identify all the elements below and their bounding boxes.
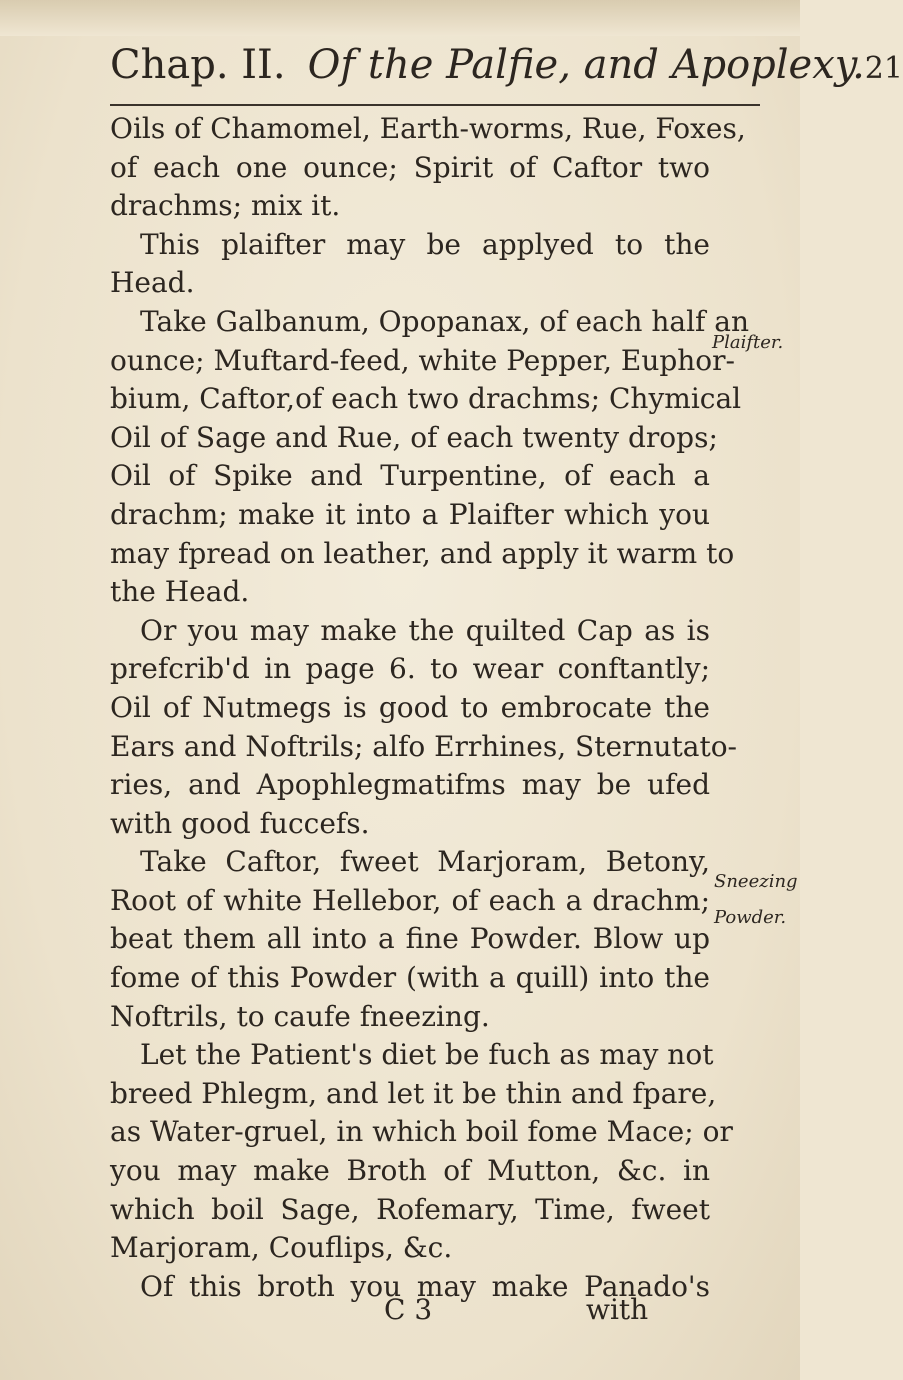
body-text — [110, 110, 750, 1306]
text-line: the Head. — [110, 575, 250, 609]
text-line: prefcrib'd in page 6. to wear conftantly; — [110, 652, 710, 686]
text-line: Oils of Chamomel, Earth-worms, Rue, Foxes, — [110, 112, 746, 145]
signature-mark: C 3 — [384, 1293, 433, 1326]
text-line: Marjoram, Couflips, &c. — [110, 1231, 453, 1265]
page-number: 21 — [864, 51, 903, 86]
text-line: may fpread on leather, and apply it warm to — [110, 536, 735, 570]
text-line: Let the Patient's diet be fuch as may not — [140, 1038, 714, 1072]
text-line: ounce; Muftard-feed, white Pepper, Euphor- — [110, 343, 736, 377]
text-line: bium, Caftor,of each two drachms; Chymical — [110, 382, 742, 416]
catchword: with — [586, 1293, 649, 1326]
text-line: Take Caftor, fweet Marjoram, Betony, — [140, 845, 710, 879]
text-line: Take Galbanum, Opopanax, of each half an — [140, 304, 750, 338]
margin-note-powder: Powder. — [714, 907, 787, 928]
margin-note-sneezing: Sneezing — [714, 871, 798, 892]
text-line: Or you may make the quilted Cap as is — [140, 613, 710, 647]
text-line: beat them all into a fine Powder. Blow up — [110, 922, 710, 956]
header-rule — [110, 104, 760, 106]
chapter-label: Chap. II. — [110, 42, 286, 88]
margin-note-plaister: Plaifter. — [712, 332, 784, 353]
text-line: as Water-gruel, in which boil fome Mace; or — [110, 1115, 733, 1149]
text-line: Head. — [110, 266, 195, 300]
text-line: Root of white Hellebor, of each a drachm; — [110, 883, 710, 917]
text-line: Noftrils, to caufe fneezing. — [110, 999, 490, 1033]
chapter-title: Of the Palfie, and Apoplexy. — [307, 42, 865, 88]
page-top-edge — [0, 0, 800, 36]
text-line: Oil of Spike and Turpentine, of each a — [110, 459, 710, 493]
text-line: of each one ounce; Spirit of Caftor two — [110, 150, 710, 184]
text-line: Ears and Noftrils; alfo Errhines, Sternutato- — [110, 729, 738, 763]
text-line: drachm; make it into a Plaifter which you — [110, 497, 710, 531]
text-line: Oil of Nutmegs is good to embrocate the — [110, 690, 710, 724]
text-line: fome of this Powder (with a quill) into the — [110, 961, 710, 995]
text-line: Of this broth you may make Panado's — [140, 1269, 710, 1303]
text-line: This plaifter may be applyed to the — [140, 227, 710, 261]
text-line: Oil of Sage and Rue, of each twenty drops; — [110, 420, 718, 454]
text-line: with good fuccefs. — [110, 806, 370, 840]
text-line: you may make Broth of Mutton, &c. in — [110, 1154, 710, 1188]
running-header — [110, 42, 903, 98]
text-line: ries, and Apophlegmatifms may be ufed — [110, 768, 710, 802]
text-line: breed Phlegm, and let it be thin and fpare, — [110, 1076, 717, 1110]
text-line: drachms; mix it. — [110, 189, 341, 223]
text-line: which boil Sage, Rofemary, Time, fweet — [110, 1192, 710, 1226]
